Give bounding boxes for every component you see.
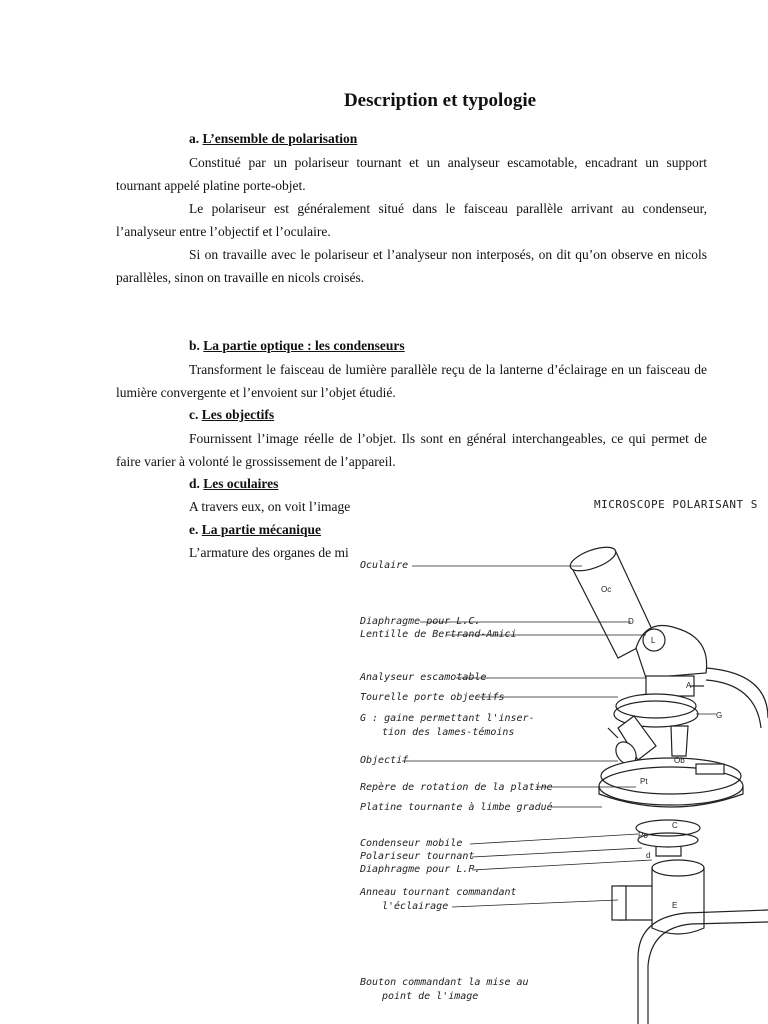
label-repere: Repère de rotation de la platine (360, 782, 553, 793)
section-title: Les oculaires (203, 476, 279, 491)
label-platine: Platine tournante à limbe gradué (360, 802, 553, 813)
illumination-ring (612, 886, 626, 920)
part-pt: Pt (640, 777, 648, 786)
section-title: L’ensemble de polarisation (202, 131, 358, 146)
label-polariseur: Polariseur tournant (360, 851, 475, 862)
label-anneau-cont: l'éclairage (382, 901, 449, 912)
part-oc: Oc (601, 585, 612, 594)
part-l: L (651, 636, 656, 645)
document-title: Description et typologie (343, 90, 537, 111)
section-title: Les objectifs (201, 407, 275, 422)
paragraph: Le polariseur est généralement situé dans le faisceau parallèle arrivant au condenseur, l’analyseur entre l’objectif et l’oculaire. (116, 201, 707, 239)
part-po: Po (638, 831, 648, 840)
section-c-heading (189, 407, 274, 423)
part-g: G (716, 711, 723, 720)
section-a-heading (189, 131, 357, 147)
section-b-heading (189, 338, 405, 354)
section-marker: c. (189, 407, 199, 422)
label-oculaire: Oculaire (360, 560, 409, 571)
label-analyseur: Analyseur escamotable (360, 672, 487, 683)
label-lentille: Lentille de Bertrand-Amici (360, 629, 517, 640)
part-e: E (672, 901, 678, 910)
label-gaine-cont: tion des lames-témoins (382, 727, 515, 738)
label-diaphragme-lp: Diaphragme pour L.P. (360, 864, 481, 875)
label-condenseur: Condenseur mobile (360, 838, 463, 849)
microscope-base (638, 910, 768, 1024)
section-marker: d. (189, 476, 200, 491)
label-diaphragme-lc: Diaphragme pour L.C. (360, 616, 481, 627)
part-d-small: d (646, 851, 651, 860)
label-bouton-cont: point de l'image (382, 991, 479, 1002)
section-marker: a. (189, 131, 200, 146)
section-marker: e. (189, 522, 199, 537)
paragraph: Fournissent l’image réelle de l’objet. Ils sont en général interchangeables, ce qui permet de faire varier à volonté le grossissement de l’appareil. (116, 431, 707, 469)
paragraph: Si on travaille avec le polariseur et l’analyseur non interposés, on dit qu’on observe en nicols parallèles, sinon on travaille en nicols croisés. (116, 247, 707, 285)
section-e-heading (189, 522, 321, 538)
section-title: La partie mécanique (201, 522, 321, 537)
paragraph: Constitué par un polariseur tournant et un analyseur escamotable, encadrant un support tournant appelé platine porte-objet. (116, 155, 707, 193)
label-bouton: Bouton commandant la mise au (360, 977, 529, 988)
section-title: La partie optique : les condenseurs (203, 338, 405, 353)
figure-header: MICROSCOPE POLARISANT S (594, 498, 758, 511)
label-tourelle: Tourelle porte objectifs (360, 692, 505, 703)
section-d-heading (189, 476, 278, 492)
paragraph: Transforment le faisceau de lumière parallèle reçu de la lanterne d’éclairage en un faisceau de lumière convergente et l’envoient sur l’objet étudié. (116, 362, 707, 400)
microscope-diagram (356, 488, 768, 1024)
part-a: A (686, 681, 692, 690)
label-objectif: Objectif (360, 755, 409, 766)
microscope-figure (356, 488, 768, 1024)
part-d: D (628, 617, 634, 626)
objective-turret (616, 694, 696, 718)
paragraph-truncated: L’armature des organes de mi (189, 545, 349, 560)
label-anneau: Anneau tournant commandant (360, 887, 517, 898)
paragraph-truncated: A travers eux, on voit l’image (189, 499, 351, 514)
section-marker: b. (189, 338, 200, 353)
part-ob: Ob (674, 756, 685, 765)
part-c: C (672, 821, 678, 830)
label-gaine: G : gaine permettant l'inser- (360, 713, 535, 724)
lamp-housing (652, 860, 704, 876)
